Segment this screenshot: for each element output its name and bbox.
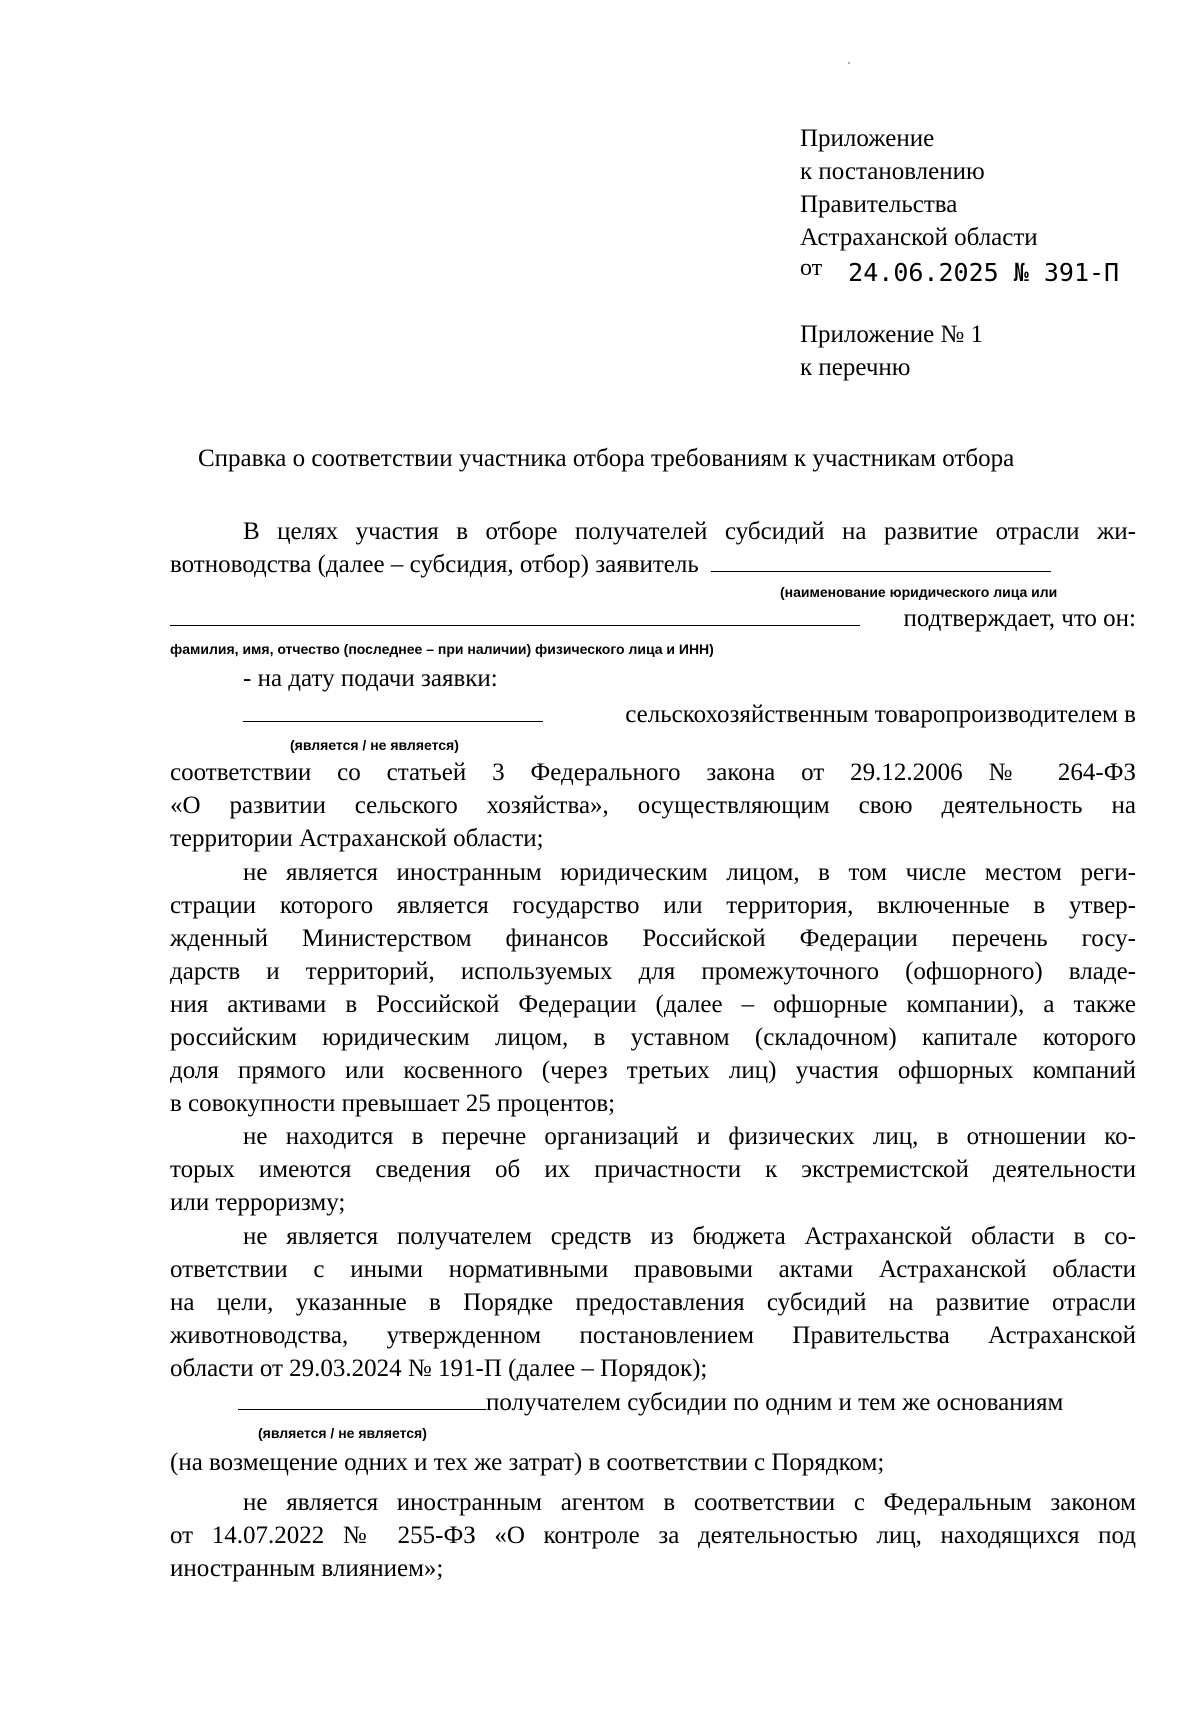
- applicant-person-field[interactable]: [170, 603, 860, 626]
- text-line: В целях участия в отборе получателей субсидий на развитие отрасли жи-: [243, 518, 1136, 545]
- hint-is-2: (является / не является): [258, 1425, 427, 1441]
- text-line: [170, 548, 1136, 581]
- producer-line: [243, 698, 1136, 731]
- text-line: территории Астраханской области;: [170, 825, 544, 852]
- appendix-line: к постановлению: [800, 158, 985, 185]
- annex-title: Приложение № 1: [800, 321, 984, 348]
- paragraph-3: [170, 1120, 1136, 1219]
- annex-sub: к перечню: [800, 354, 911, 381]
- text-line: не является иностранным юридическим лицом, в том числе местом реги-: [243, 859, 1136, 886]
- hint-entity: (наименование юридического лица или: [780, 584, 1058, 600]
- text-line: иностранным влиянием»;: [170, 1555, 444, 1582]
- text-line: от 14.07.2022 № 255-ФЗ «О контроле за деятельностью лиц, находящихся под: [170, 1522, 1136, 1549]
- text-line: не является иностранным агентом в соответствии с Федеральным законом: [243, 1489, 1136, 1516]
- text-line: животноводства, утвержденном постановлением Правительства Астраханской: [170, 1322, 1136, 1349]
- subsidy-status-field[interactable]: [238, 1387, 486, 1410]
- hint-person: фамилия, имя, отчество (последнее – при наличии) физического лица и ИНН): [170, 641, 714, 657]
- text-line: на цели, указанные в Порядке предоставления субсидий на развитие отрасли: [170, 1289, 1136, 1316]
- appendix-line: Приложение: [800, 125, 935, 152]
- text-line: страции которого является государство или территория, включенные в утвер-: [170, 892, 1136, 919]
- paragraph-5: [170, 1446, 1136, 1479]
- text-line: не находится в перечне организаций и физических лиц, в отношении ко-: [243, 1123, 1136, 1150]
- text-line: вотноводства (далее – субсидия, отбор) заявитель: [170, 551, 699, 578]
- subsidy-line: [238, 1386, 1136, 1419]
- applicant-name-field[interactable]: [711, 549, 1051, 572]
- paragraph-4: [170, 1220, 1136, 1385]
- text-line: соответствии со статьей 3 Федерального закона от 29.12.2006 № 264-ФЗ: [170, 759, 1136, 786]
- producer-text: сельскохозяйственным товаропроизводителем в: [625, 701, 1136, 728]
- decree-stamp: 24.06.2025 № 391-П: [848, 258, 1120, 287]
- text-line: области от 29.03.2024 № 191-П (далее – Порядок);: [170, 1355, 708, 1382]
- text-line: торых имеются сведения об их причастности к экстремистской деятельности: [170, 1156, 1136, 1183]
- text-line: или терроризму;: [170, 1189, 346, 1216]
- annex-header: [800, 318, 983, 384]
- page-title: Справка о соответствии участника отбора требованиям к участникам отбора: [198, 445, 1015, 472]
- text-line: в совокупности превышает 25 процентов;: [170, 1090, 616, 1117]
- text-line: дарств и территорий, используемых для промежуточного (офшорного) владе-: [170, 958, 1136, 985]
- paragraph-6: [170, 1486, 1136, 1585]
- person-line: [170, 602, 1136, 635]
- text-line: ния активами в Российской Федерации (далее – офшорные компании), а также: [170, 991, 1136, 1018]
- text-line: «О развитии сельского хозяйства», осуществляющим свою деятельность на: [170, 792, 1136, 819]
- confirms-text: подтверждает, что он:: [903, 605, 1136, 632]
- scan-speck: [848, 62, 850, 64]
- text-line: жденный Министерством финансов Российской Федерации перечень госу-: [170, 925, 1136, 952]
- paragraph-1: [170, 756, 1136, 855]
- text-line: ответствии с иными нормативными правовыми актами Астраханской области: [170, 1256, 1136, 1283]
- on-date-line: - на дату подачи заявки:: [243, 665, 498, 692]
- decree-number: [800, 256, 1119, 291]
- text-line: (на возмещение одних и тех же затрат) в соответствии с Порядком;: [170, 1449, 885, 1476]
- appendix-line: Правительства: [800, 191, 958, 218]
- decree-ot: от: [800, 255, 823, 281]
- text-line: доля прямого или косвенного (через третьих лиц) участия офшорных компаний: [170, 1057, 1136, 1084]
- producer-status-field[interactable]: [243, 699, 543, 722]
- appendix-header: [800, 122, 1119, 291]
- text-line: российским юридическим лицом, в уставном (складочном) капитале которого: [170, 1024, 1136, 1051]
- appendix-line: Астраханской области: [800, 224, 1038, 251]
- subsidy-text: получателем субсидии по одним и тем же основаниям: [486, 1389, 1064, 1416]
- hint-is-1: (является / не является): [290, 737, 459, 753]
- paragraph-2: [170, 856, 1136, 1120]
- intro-paragraph: [170, 515, 1136, 581]
- text-line: не является получателем средств из бюджета Астраханской области в со-: [243, 1223, 1136, 1250]
